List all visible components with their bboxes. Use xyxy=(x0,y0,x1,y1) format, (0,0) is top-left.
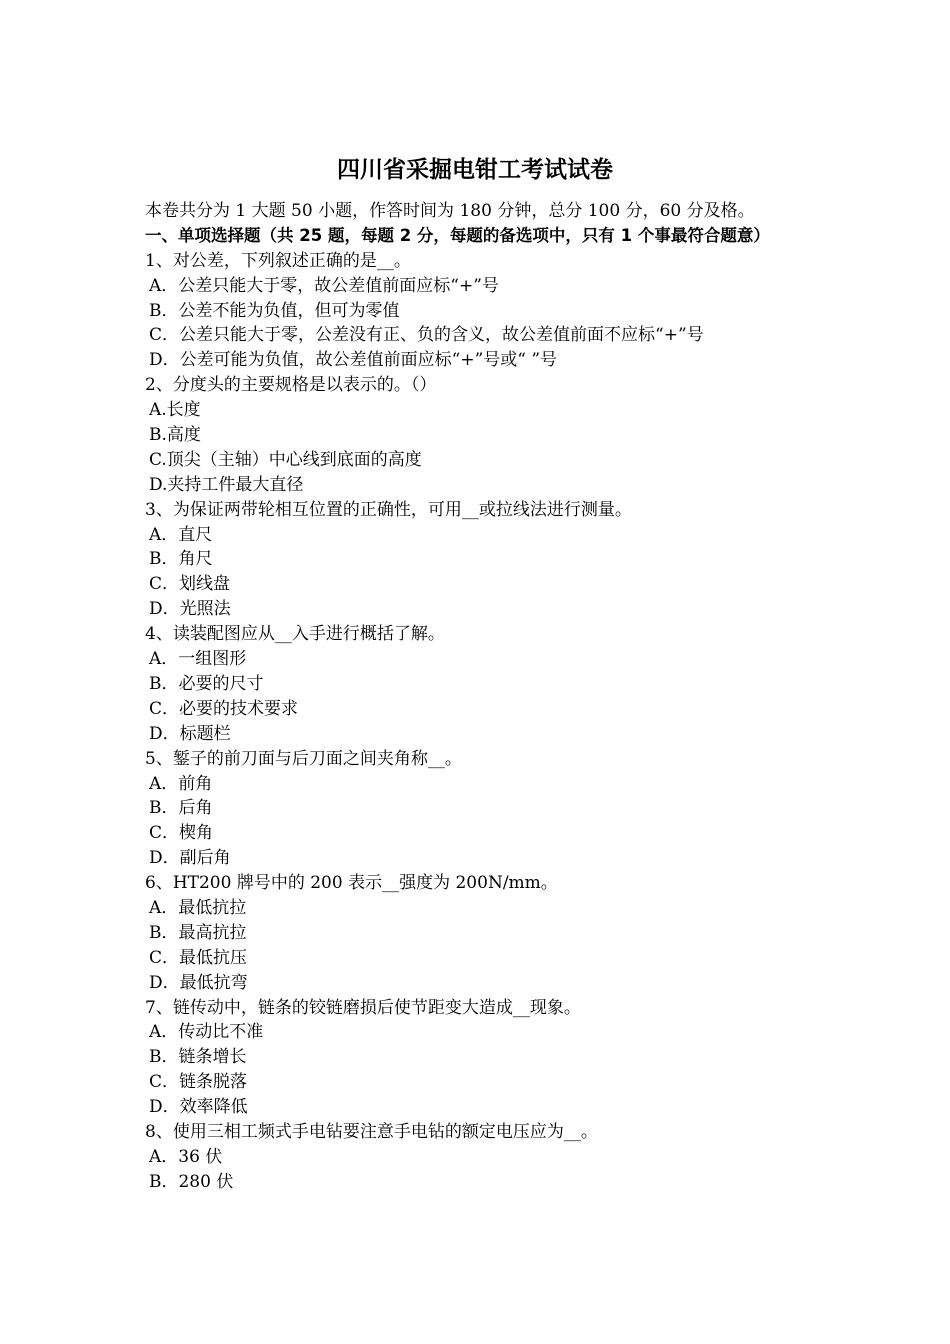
exam-intro: 本卷共分为 1 大题 50 小题，作答时间为 180 分钟，总分 100 分，60 分及格。 xyxy=(145,201,755,221)
question-3 xyxy=(145,498,815,622)
option-b: B.高度 xyxy=(149,425,201,446)
option-a: A．前角 xyxy=(149,773,213,794)
option-b: B．最高抗拉 xyxy=(149,922,247,943)
question-8 xyxy=(145,1120,815,1195)
question-stem: 2、分度头的主要规格是以表示的。（） xyxy=(145,375,437,396)
option-d: D.夹持工件最大直径 xyxy=(149,474,304,495)
option-a: A．最低抗拉 xyxy=(149,897,247,918)
option-b: B．角尺 xyxy=(149,549,213,570)
option-c: C．链条脱落 xyxy=(149,1072,248,1093)
option-c: C．最低抗压 xyxy=(149,947,248,968)
option-c: C．划线盘 xyxy=(149,574,231,595)
question-6 xyxy=(145,871,815,995)
option-b: B．必要的尺寸 xyxy=(149,673,264,694)
option-d: D．标题栏 xyxy=(149,723,231,744)
option-a: A．36 伏 xyxy=(149,1146,223,1167)
question-stem: 6、HT200 牌号中的 200 表示__强度为 200N/mm。 xyxy=(145,873,558,894)
question-stem: 1、对公差，下列叙述正确的是__。 xyxy=(145,250,411,271)
option-b: B．链条增长 xyxy=(149,1047,247,1068)
document-title: 四川省采掘电钳工考试试卷 xyxy=(337,157,613,183)
option-d: D．副后角 xyxy=(149,848,231,869)
question-stem: 8、使用三相工频式手电钻要注意手电钻的额定电压应为__。 xyxy=(145,1121,598,1142)
question-stem: 3、为保证两带轮相互位置的正确性，可用__或拉线法进行测量。 xyxy=(145,499,632,520)
option-c: C.顶尖（主轴）中心线到底面的高度 xyxy=(149,449,422,470)
option-d: D．效率降低 xyxy=(149,1097,248,1118)
question-4 xyxy=(145,622,815,746)
question-stem: 7、链传动中，链条的铰链磨损后使节距变大造成__现象。 xyxy=(145,997,581,1018)
document-body xyxy=(145,199,815,1195)
question-1 xyxy=(145,249,815,373)
option-c: C．公差只能大于零，公差没有正、负的含义，故公差值前面不应标“+”号 xyxy=(149,325,704,346)
option-a: A.长度 xyxy=(149,400,201,421)
option-d: D．最低抗弯 xyxy=(149,972,248,993)
option-c: C．楔角 xyxy=(149,823,214,844)
question-stem: 4、读装配图应从__入手进行概括了解。 xyxy=(145,624,445,645)
option-b: B．后角 xyxy=(149,798,213,819)
option-d: D．公差可能为负值，故公差值前面应标“+”号或“ ”号 xyxy=(149,350,558,371)
question-7 xyxy=(145,996,815,1120)
question-5 xyxy=(145,747,815,871)
section-heading: 一、单项选择题（共 25 题，每题 2 分，每题的备选项中，只有 1 个事最符合题意） xyxy=(145,225,770,245)
question-2 xyxy=(145,373,815,497)
option-a: A．一组图形 xyxy=(149,649,247,670)
option-d: D．光照法 xyxy=(149,599,231,620)
option-c: C．必要的技术要求 xyxy=(149,698,299,719)
option-a: A．直尺 xyxy=(149,524,213,545)
option-a: A．传动比不准 xyxy=(149,1022,264,1043)
option-b: B．280 伏 xyxy=(149,1171,234,1192)
option-b: B．公差不能为负值，但可为零值 xyxy=(149,300,400,321)
option-a: A．公差只能大于零，故公差值前面应标“+”号 xyxy=(149,275,499,296)
question-stem: 5、錾子的前刀面与后刀面之间夹角称__。 xyxy=(145,748,462,769)
